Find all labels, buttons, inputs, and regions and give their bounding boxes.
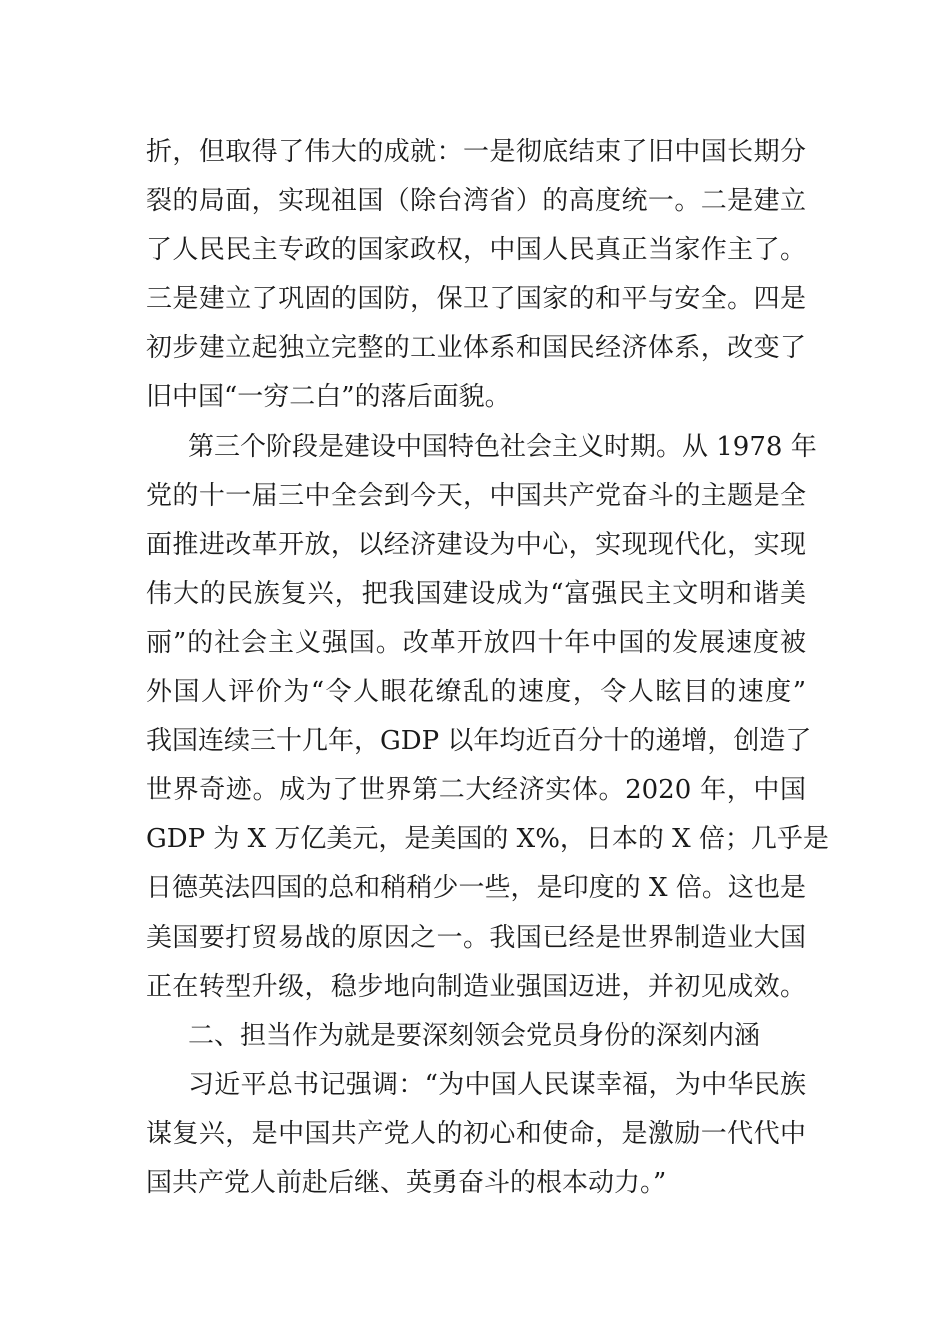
text-line: 伟大的民族复兴，把我国建设成为“富强民主文明和谐美 [146,578,806,609]
text-line: 日德英法四国的总和稍稍少一些，是印度的 X 倍。这也是 [146,873,806,904]
text-line: 面推进改革开放，以经济建设为中心，实现现代化，实现 [146,529,806,560]
text-line: 外国人评价为“令人眼花缭乱的速度，令人眩目的速度” [146,677,806,708]
text-line: 国共产党人前赴后继、英勇奋斗的根本动力。” [146,1167,667,1198]
text-line: 我国连续三十几年，GDP 以年均近百分十的递增，创造了 [146,726,812,757]
text-line: 折，但取得了伟大的成就：一是彻底结束了旧中国长期分 [146,137,806,167]
text-line: 美国要打贸易战的原因之一。我国已经是世界制造业大国 [146,922,806,953]
text-line: 习近平总书记强调：“为中国人民谋幸福，为中华民族 [188,1069,806,1100]
text-line: 世界奇迹。成为了世界第二大经济实体。2020 年，中国 [146,775,806,806]
text-line: 正在转型升级，稳步地向制造业强国迈进，并初见成效。 [146,971,806,1002]
section-heading: 二、担当作为就是要深刻领会党员身份的深刻内涵 [188,1020,761,1051]
text-line: GDP 为 X 万亿美元，是美国的 X%，日本的 X 倍；几乎是 [146,824,829,855]
text-line: 丽”的社会主义强国。改革开放四十年中国的发展速度被 [146,627,806,658]
text-line: 旧中国“一穷二白”的落后面貌。 [146,382,511,413]
text-line: 了人民民主专政的国家政权，中国人民真正当家作主了。 [146,235,806,266]
text-line: 初步建立起独立完整的工业体系和国民经济体系，改变了 [146,333,806,364]
text-line: 谋复兴，是中国共产党人的初心和使命，是激励一代代中 [146,1118,806,1149]
text-line: 第三个阶段是建设中国特色社会主义时期。从 1978 年 [188,431,817,462]
text-line: 裂的局面，实现祖国（除台湾省）的高度统一。二是建立 [146,186,806,217]
body-text [146,128,829,1208]
text-line: 三是建立了巩固的国防，保卫了国家的和平与安全。四是 [146,284,806,315]
text-line: 党的十一届三中全会到今天，中国共产党奋斗的主题是全 [146,480,806,511]
